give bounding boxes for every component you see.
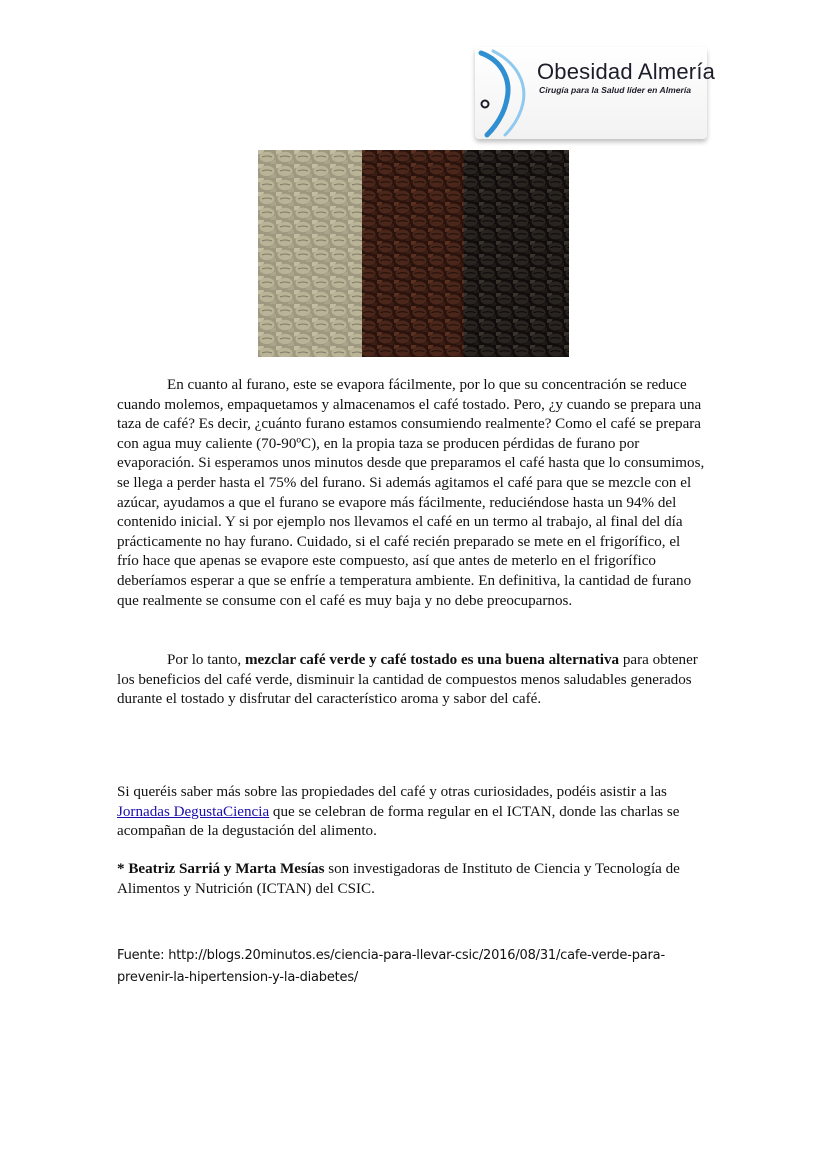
authors-names: * Beatriz Sarriá y Marta Mesías bbox=[117, 861, 325, 877]
source-citation: Fuente: http://blogs.20minutos.es/ciencia-para-llevar-csic/2016/08/31/cafe-verde-para-prevenir-la-hipertension-y-la-diabetes/ bbox=[117, 948, 665, 985]
logo-tagline: Cirugía para la Salud líder en Almería bbox=[539, 85, 692, 95]
authors-affiliation: son investigadoras de Instituto de Ciencia y Tecnología de Alimentos y Nutrición (ICTAN) del CSIC. bbox=[117, 861, 680, 897]
p3-text-after: que se celebran de forma regular en el ICTAN, donde las charlas se acompañan de la degustación del alimento. bbox=[117, 803, 680, 840]
p2-text-after: para obtener los beneficios del café verde, disminuir la cantidad de compuestos menos saludables generados durante el tostado y disfrutar del característico aroma y sabor del café. bbox=[117, 652, 698, 708]
jornadas-degustaciencia-link[interactable]: Jornadas DegustaCiencia bbox=[117, 803, 270, 820]
obesidad-almeria-logo bbox=[475, 47, 716, 139]
stylized-blue-arc-logo-icon bbox=[477, 47, 537, 139]
p2-text-before: Por lo tanto, bbox=[167, 652, 245, 668]
logo-brand-name: Obesidad Almería bbox=[537, 59, 716, 84]
coffee-beans-photo bbox=[258, 150, 569, 357]
p3-text-before: Si queréis saber más sobre las propiedades del café y otras curiosidades, podéis asistir a las bbox=[117, 784, 667, 800]
paragraph-jornadas bbox=[117, 783, 705, 842]
p2-bold-emphasis: mezclar café verde y café tostado es una buena alternativa bbox=[244, 652, 620, 668]
paragraph-mezclar bbox=[117, 651, 705, 710]
paragraph-furano: En cuanto al furano, este se evapora fácilmente, por lo que su concentración se reduce cuando molemos, empaquetamos y almacenamos el café tostado. Pero, ¿y cuando se prepara una taza de café? Es decir, ¿cuánto furano estamos consumiendo realmente? Como el café se prepara con agua muy caliente (70-90ºC), en la propia taza se producen pérdidas de furano por evaporación. Si esperamos unos minutos desde que preparamos el café hasta que lo consumimos, se llega a perder hasta el 75% del furano. Si además agitamos el café para que se mezcle con el azúcar, ayudamos a que el furano se evapore más fácilmente, reduciéndose hasta un 94% del contenido inicial. Y si por ejemplo nos llevamos el café en un termo al trabajo, al final del día prácticamente no hay furano. Cuidado, si el café recién preparado se mete en el frigorífico, el frío hace que apenas se evapore este compuesto, así que antes de meterlo en el frigorífico deberíamos esperar a que se enfríe a temperatura ambiente. En definitiva, la cantidad de furano que realmente se consume con el café es muy baja y no debe preocuparnos. bbox=[117, 377, 705, 609]
paragraph-authors bbox=[117, 860, 705, 899]
